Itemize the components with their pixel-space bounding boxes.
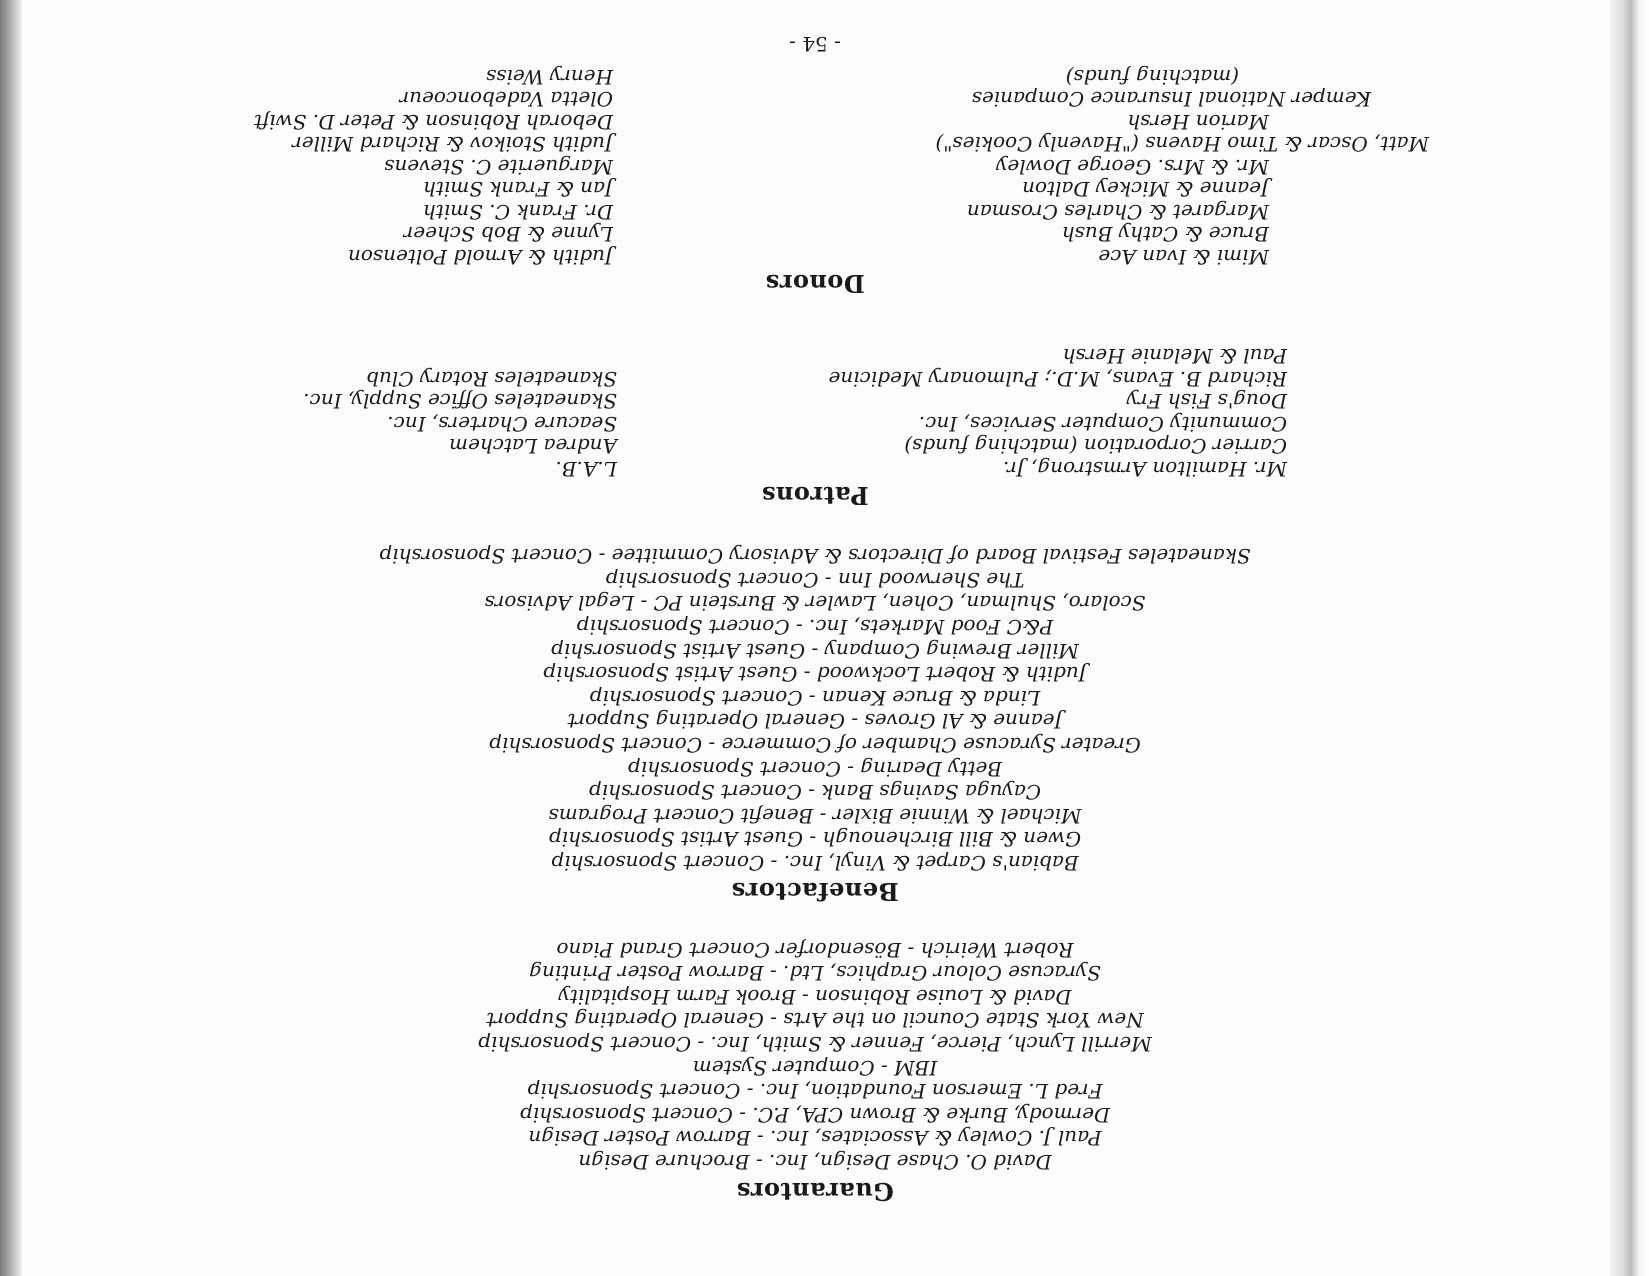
list-item: David O. Chase Design, Inc. - Brochure Design <box>578 1150 1052 1174</box>
list-item: Richard B. Evans, M.D.; Pulmonary Medicine <box>828 367 1287 391</box>
benefactors-list <box>345 544 1285 874</box>
list-item: Carrier Corporation (matching funds) <box>904 434 1287 459</box>
list-item: David & Louise Robinson - Brook Farm Hospitality <box>558 984 1072 1009</box>
list-item: Jan & Frank Smith <box>422 177 613 202</box>
page-number: - 54 - <box>789 32 841 56</box>
list-item: Cayuga Savings Bank - Concert Sponsorship <box>588 780 1042 805</box>
list-item: Henry Weiss <box>485 65 613 89</box>
list-item: Marguerite C. Stevens <box>384 155 613 179</box>
list-item: Miller Brewing Company - Guest Artist Sponsorship <box>551 638 1079 663</box>
donors-left-column <box>829 66 1429 269</box>
list-item: Betty Dearing - Concert Sponsorship <box>627 756 1003 781</box>
list-item: Mr. & Mrs. George Dowley <box>996 155 1269 179</box>
list-item: Gwen & Bill Birchenough - Guest Artist Sponsorship <box>548 827 1082 852</box>
list-item: Lynne & Bob Scheer <box>403 222 613 247</box>
list-item: Paul & Melanie Hersh <box>1062 344 1287 369</box>
patrons-left-column <box>827 345 1287 480</box>
list-item: Seacure Charters, Inc. <box>387 412 617 436</box>
list-item: Robert Weirich - Bösendorfer Concert Grand Piano <box>556 937 1074 962</box>
list-item: Marion Hersh <box>1127 110 1269 134</box>
list-item: IBM - Computer System <box>692 1055 938 1080</box>
list-item: Syracuse Colour Graphics, Ltd. - Barrow Poster Printing <box>529 961 1101 986</box>
list-item: (matching funds) <box>1065 65 1239 89</box>
list-item: Jeanne & Mickey Dalton <box>1022 177 1269 202</box>
list-item: Judith & Robert Lockwood - Guest Artist Sponsorship <box>543 662 1087 687</box>
list-item: Bruce & Cathy Bush <box>1061 222 1269 247</box>
list-item: Margaret & Charles Crosman <box>966 200 1269 224</box>
patrons-right-column <box>237 368 617 481</box>
list-item: Judith & Arnold Poltenson <box>347 245 613 269</box>
list-item: Linda & Bruce Kenan - Concert Sponsorship <box>589 685 1041 710</box>
list-item: Paul J. Cowley & Associates, Inc. - Barrow Poster Design <box>528 1126 1102 1151</box>
benefactors-section <box>345 544 1285 906</box>
patrons-heading: Patrons <box>761 481 869 510</box>
list-item: Skaneateles Rotary Club <box>366 367 617 391</box>
list-item: Dr. Frank C. Smith <box>422 200 613 224</box>
list-item: Merrill Lynch, Pierce, Fenner & Smith, Inc. - Concert Sponsorship <box>478 1032 1152 1057</box>
list-item: Greater Syracuse Chamber of Commerce - Concert Sponsorship <box>489 733 1141 758</box>
list-item: Matt, Oscar & Timo Havens ("Havenly Cookies") <box>935 132 1429 157</box>
list-item: Community Computer Services, Inc. <box>918 412 1287 436</box>
list-item: Scolaro, Shulman, Cohen, Lawler & Burstein PC - Legal Advisors <box>484 591 1146 616</box>
list-item: Mr. Hamilton Armstrong, Jr. <box>1002 457 1287 481</box>
list-item: Doug's Fish Fry <box>1126 389 1287 414</box>
list-item: Mimi & Ivan Ace <box>1098 245 1269 269</box>
list-item: Jeanne & Al Groves - General Operating Support <box>567 709 1063 734</box>
list-item: Kemper National Insurance Companies <box>971 87 1371 112</box>
list-item: Andrea Latchem <box>449 434 617 459</box>
list-item: Dermody, Burke & Brown CPA, P.C. - Concert Sponsorship <box>520 1102 1110 1127</box>
list-item: Skaneateles Festival Board of Directors & Advisory Committee - Concert Sponsorship <box>379 544 1251 569</box>
donors-right-column <box>193 66 613 269</box>
list-item: Skaneateles Office Supply, Inc. <box>303 389 617 414</box>
list-item: Judith Stoikov & Richard Miller <box>292 132 613 157</box>
list-item: Michael & Winnie Bixler - Benefit Concert Programs <box>548 803 1082 828</box>
list-item: Oletta Vadeboncoeur <box>399 87 613 112</box>
list-item: New York State Council on the Arts - General Operating Support <box>486 1008 1144 1033</box>
list-item: Deborah Robinson & Peter D. Swift <box>253 110 613 134</box>
list-item: P&C Food Markets, Inc. - Concert Sponsorship <box>576 615 1054 640</box>
benefactors-heading: Benefactors <box>731 877 899 906</box>
guarantors-list <box>375 937 1255 1173</box>
list-item: Babian's Carpet & Vinyl, Inc. - Concert Sponsorship <box>551 851 1079 875</box>
list-item: Fred L. Emerson Foundation, Inc. - Concert Sponsorship <box>527 1079 1103 1104</box>
guarantors-section <box>375 937 1255 1206</box>
list-item: L.A.B. <box>555 457 617 481</box>
donors-heading: Donors <box>765 269 865 298</box>
list-item: The Sherwood Inn - Concert Sponsorship <box>605 567 1025 592</box>
guarantors-heading: Guarantors <box>736 1177 894 1206</box>
